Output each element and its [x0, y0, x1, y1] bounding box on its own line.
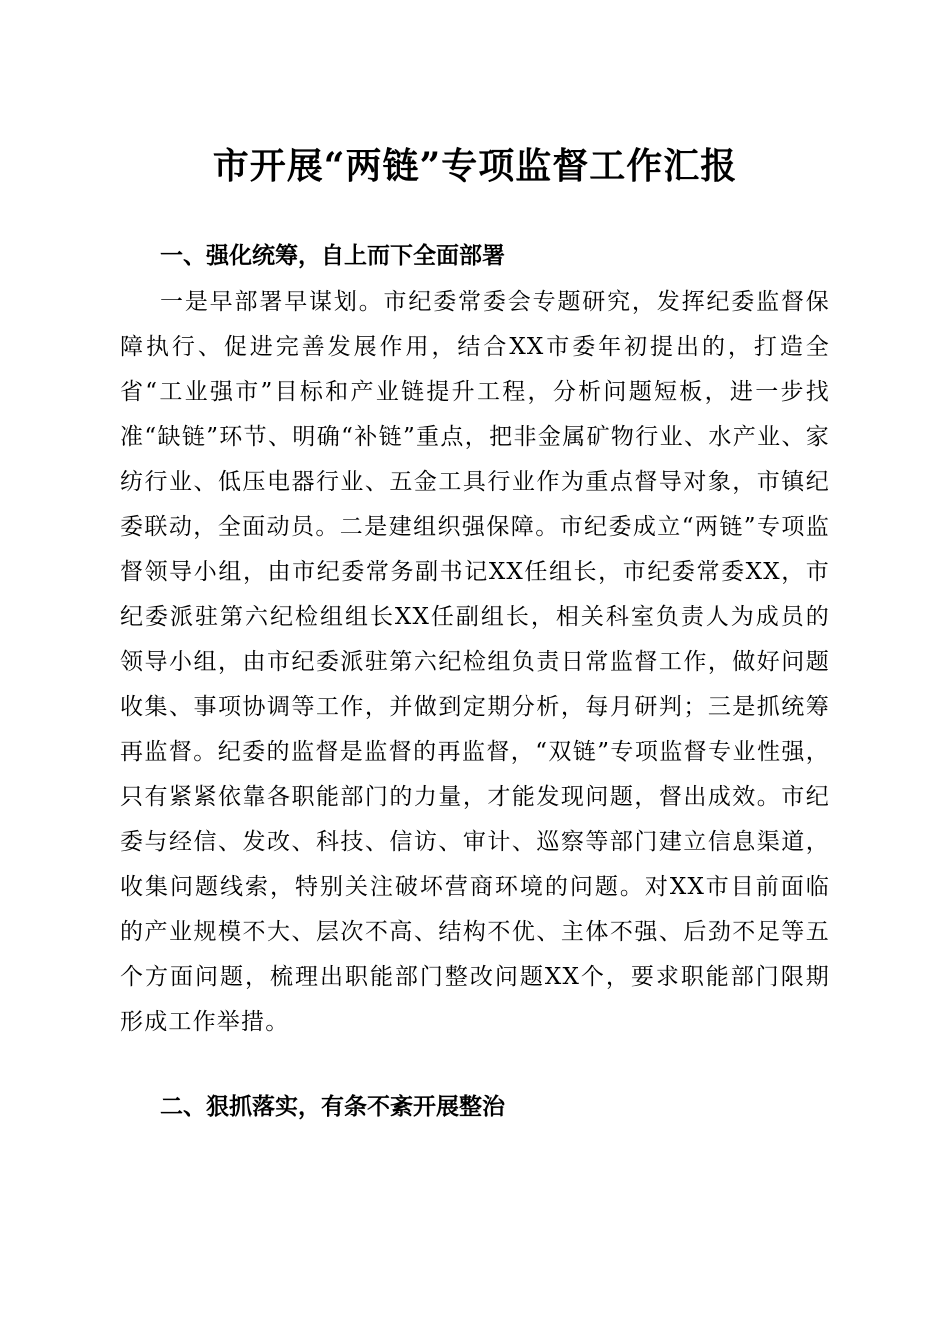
section-heading-1: 一、强化统筹，自上而下全面部署: [160, 243, 505, 269]
section-1-paragraph: 一是早部署早谋划。市纪委常委会专题研究，发挥纪委监督保障执行、促进完善发展作用，结合XX市委年初提出的，打造全省“工业强市”目标和产业链提升工程，分析问题短板，进一步找准“缺链”环节、明确“补链”重点，把非金属矿物行业、水产业、家纺行业、低压电器行业、五金工具行业作为重点督导对象，市镇纪委联动，全面动员。二是建组织强保障。市纪委成立“两链”专项监督领导小组，由市纪委常务副书记XX任组长，市纪委常委XX，市纪委派驻第六纪检组组长XX任副组长，相关科室负责人为成员的领导小组，由市纪委派驻第六纪检组负责日常监督工作，做好问题收集、事项协调等工作，并做到定期分析，每月研判；三是抓统筹再监督。纪委的监督是监督的再监督，“双链”专项监督专业性强，只有紧紧依靠各职能部门的力量，才能发现问题，督出成效。市纪委与经信、发改、科技、信访、审计、巡察等部门建立信息渠道，收集问题线索，特别关注破坏营商环境的问题。对XX市目前面临的产业规模不大、层次不高、结构不优、主体不强、后劲不足等五个方面问题，梳理出职能部门整改问题XX个，要求职能部门限期形成工作举措。: [120, 289, 830, 1035]
section-heading-2: 二、狠抓落实，有条不紊开展整治: [160, 1094, 505, 1120]
document-title: 市开展“两链”专项监督工作汇报: [212, 145, 738, 187]
